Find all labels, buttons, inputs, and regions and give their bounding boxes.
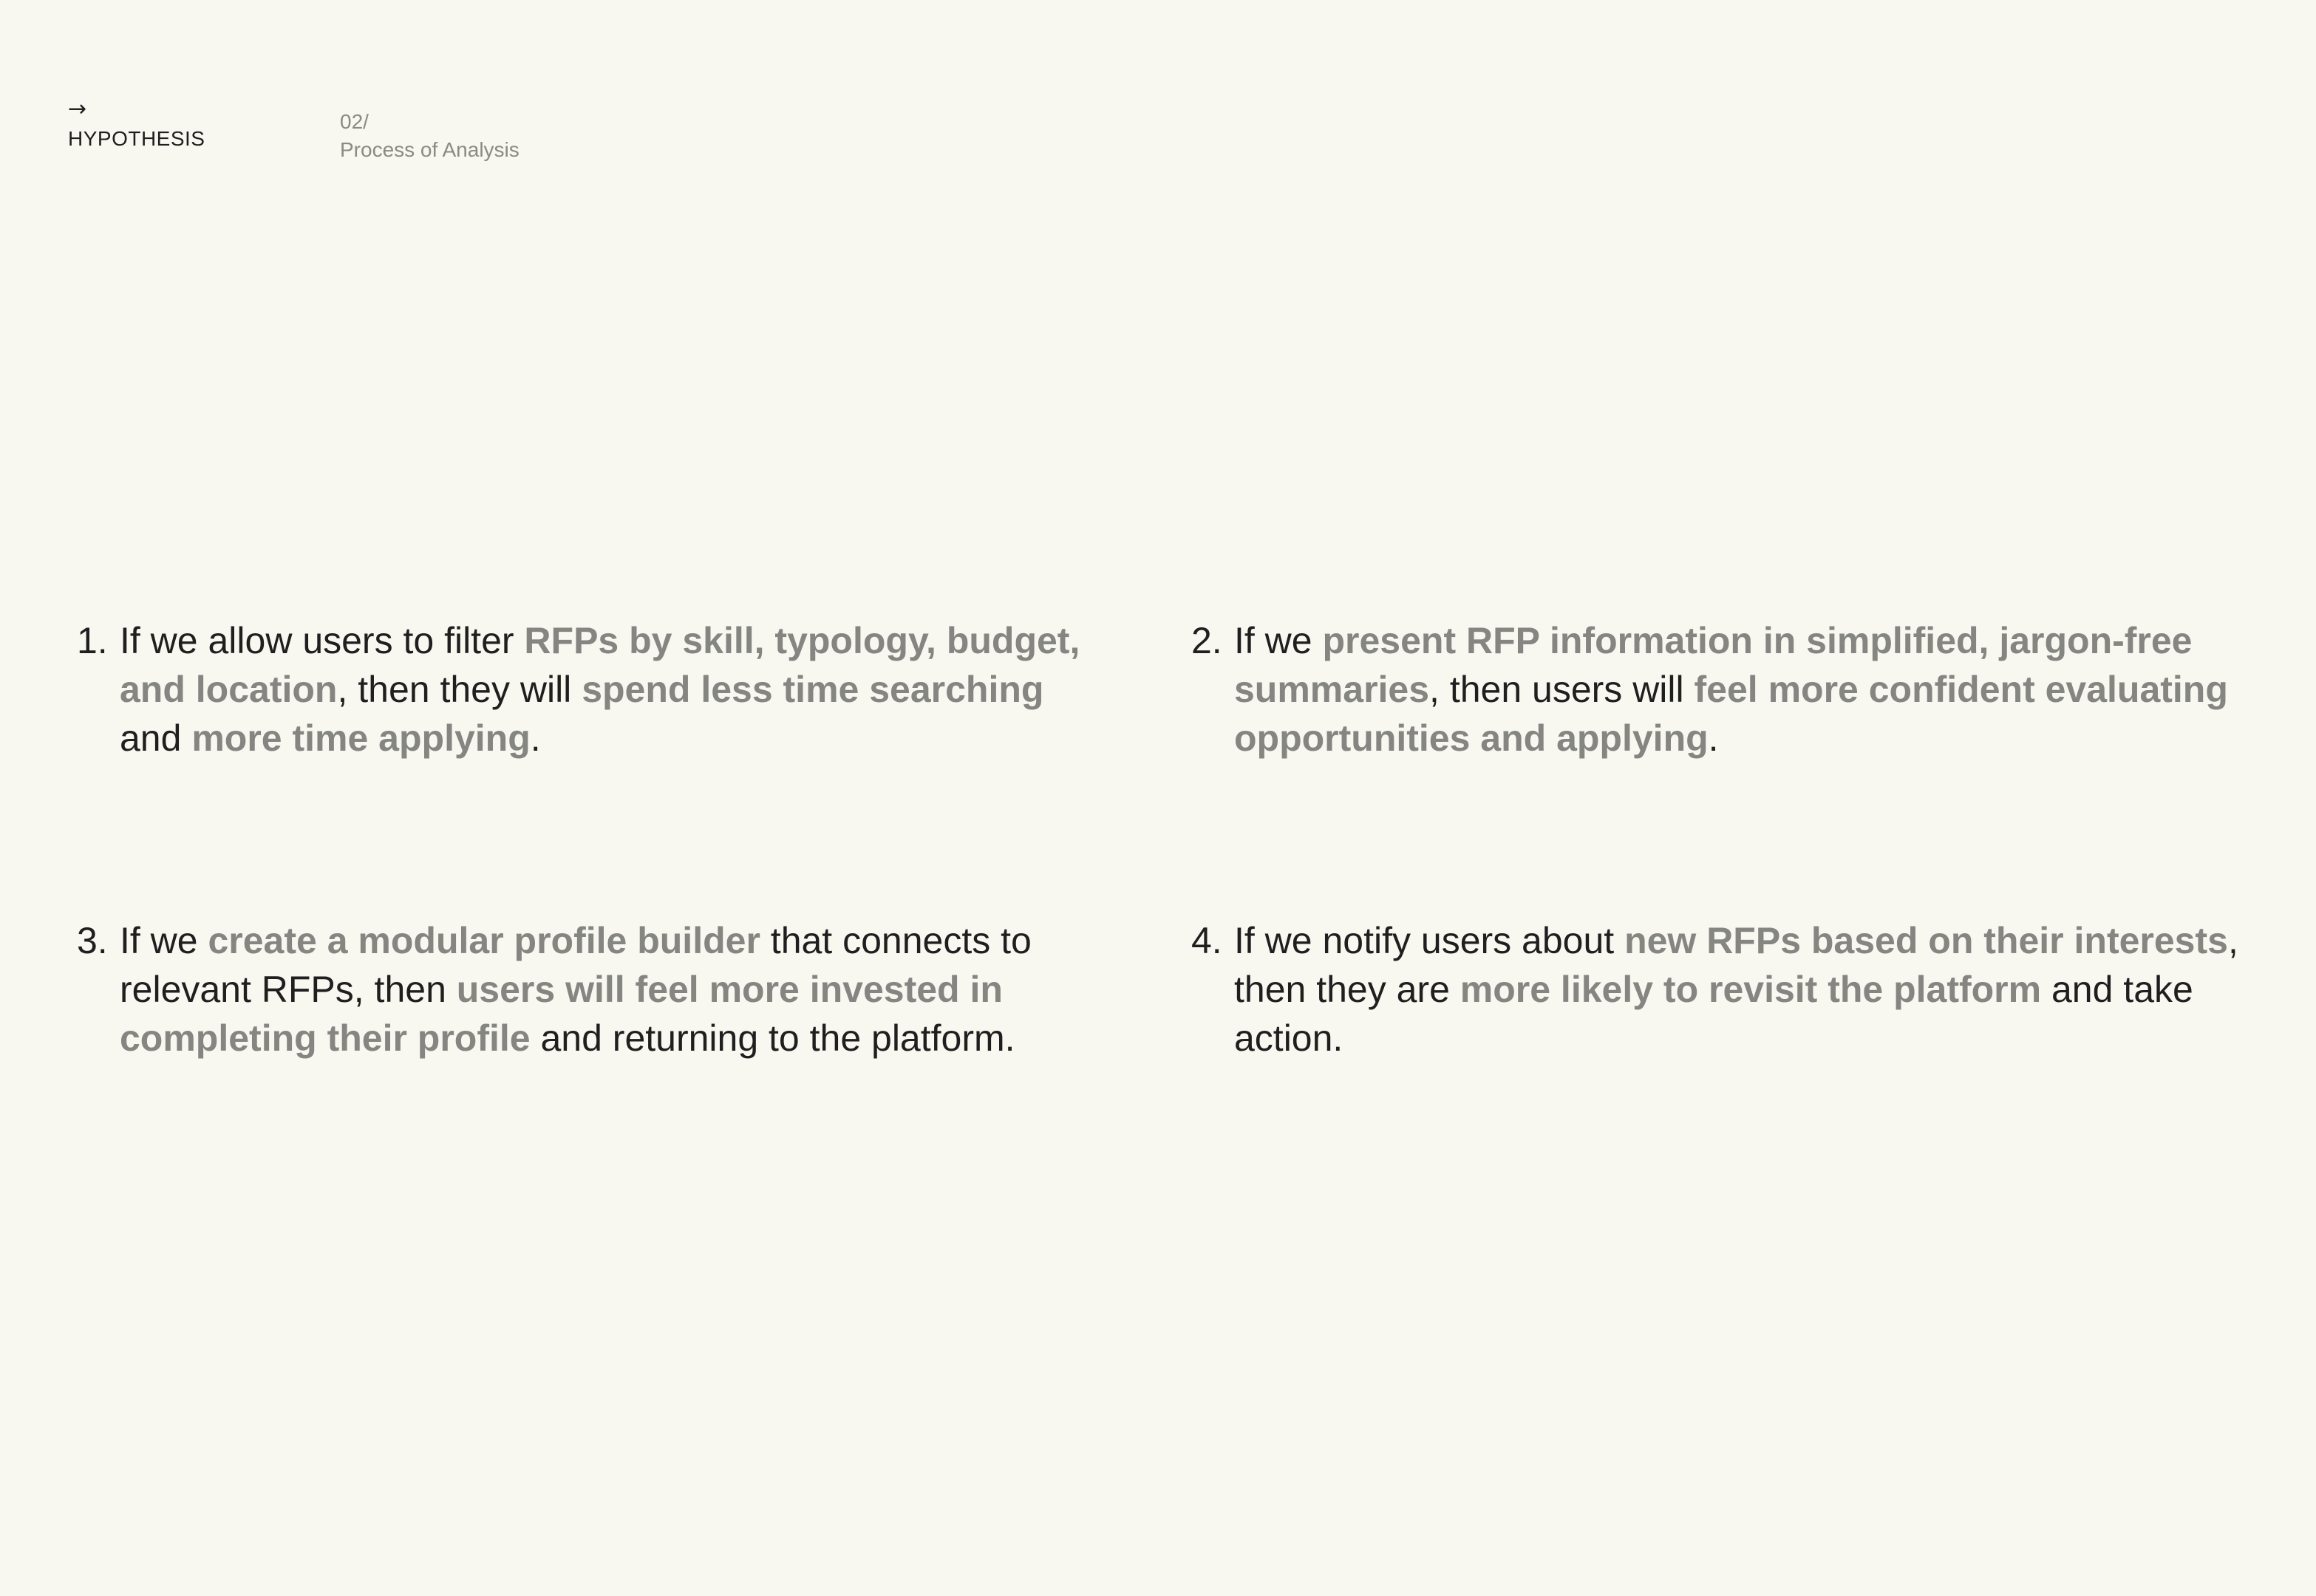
hypothesis-text	[1234, 616, 2241, 763]
plain-phrase: and returning to the platform.	[530, 1017, 1015, 1059]
plain-phrase: , then they are	[1234, 920, 2238, 1010]
hypothesis-number: 3.	[77, 920, 108, 961]
highlighted-phrase: spend less time searching	[582, 669, 1044, 710]
plain-phrase: and	[120, 717, 192, 759]
highlighted-phrase: create a modular profile builder	[208, 920, 760, 961]
hypothesis-number: 2.	[1191, 620, 1222, 661]
highlighted-phrase: more likely to revisit the platform	[1460, 969, 2042, 1010]
section-label: HYPOTHESIS	[68, 127, 205, 150]
highlighted-phrase: users will feel more invested in completing their profile	[120, 969, 1003, 1059]
highlighted-phrase: present RFP information in simplified, jargon-free summaries	[1234, 620, 2193, 710]
highlighted-phrase: more time applying	[191, 717, 531, 759]
hypothesis-text	[120, 616, 1089, 763]
plain-phrase: If we	[120, 920, 208, 961]
hypothesis-3	[77, 916, 1089, 1063]
plain-phrase: , then users will	[1429, 669, 1695, 710]
hypothesis-number: 1.	[77, 620, 108, 661]
hypothesis-text	[1234, 916, 2241, 1063]
plain-phrase: If we	[1234, 620, 1323, 661]
plain-phrase: .	[1708, 717, 1719, 759]
hypothesis-4	[1191, 916, 2241, 1063]
plain-phrase: and take action.	[1234, 969, 2193, 1059]
highlighted-phrase: new RFPs based on their interests	[1624, 920, 2228, 961]
hypothesis-2	[1191, 616, 2241, 763]
plain-phrase: If we allow users to filter	[120, 620, 525, 661]
plain-phrase: , then they will	[337, 669, 582, 710]
arrow-right-icon: →	[68, 96, 87, 122]
section-title: Process of Analysis	[340, 138, 520, 161]
hypothesis-text	[120, 916, 1089, 1063]
highlighted-phrase: RFPs by skill, typology, budget, and location	[120, 620, 1080, 710]
section-meta	[340, 108, 520, 164]
hypothesis-number: 4.	[1191, 920, 1222, 961]
hypothesis-1	[77, 616, 1089, 763]
section-header	[68, 95, 205, 154]
plain-phrase: .	[530, 717, 541, 759]
plain-phrase: that connects to relevant RFPs, then	[120, 920, 1032, 1010]
plain-phrase: If we notify users about	[1234, 920, 1625, 961]
highlighted-phrase: feel more confident evaluating opportunities and applying	[1234, 669, 2228, 759]
section-number: 02/	[340, 110, 369, 133]
